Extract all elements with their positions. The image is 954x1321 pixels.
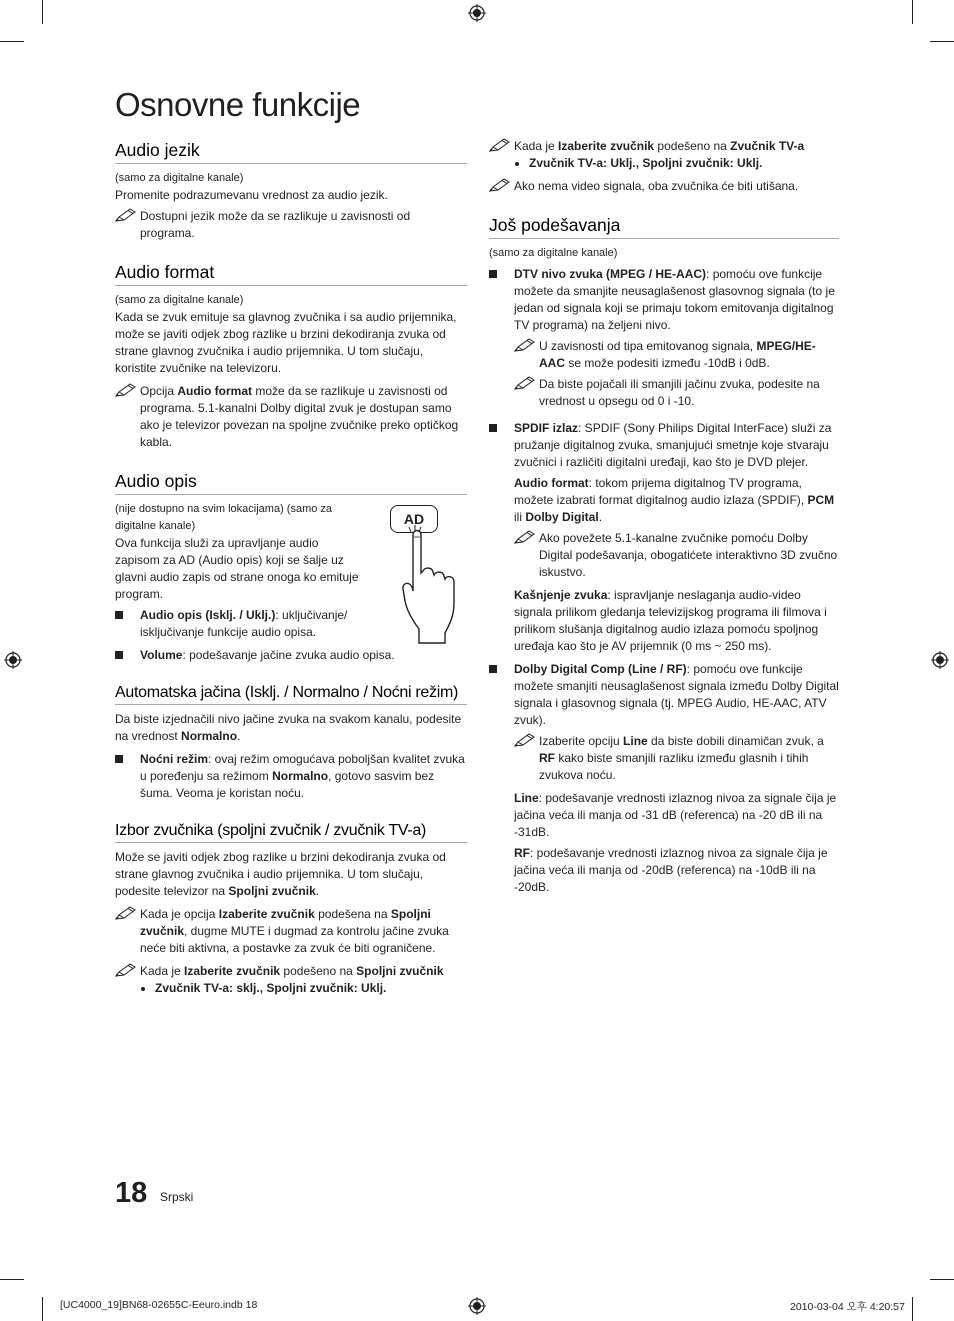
- list-item: Zvučnik TV-a: Uklj., Spoljni zvučnik: Uklj.: [514, 155, 839, 172]
- registration-mark-icon: [468, 4, 486, 22]
- scope-note: (nije dostupno na svim lokacijama) (samo za digitalne kanale): [115, 503, 333, 532]
- list-item: Zvučnik TV-a: sklj., Spoljni zvučnik: Uklj.: [140, 980, 467, 997]
- body-text: Može se javiti odjek zbog razlike u brzini dekodiranja zvuka od strane glavnog zvučnika i audio prijemnika. U tom slučaju, podesite televizor na Spoljni zvučnik.: [115, 850, 446, 898]
- sub-item: RF: podešavanje vrednosti izlaznog nivoa za signale čija je jačina veća ili manja od -20dB (referenca) na -10dB ili na -20dB.: [514, 846, 828, 894]
- note-item: U zavisnosti od tipa emitovanog signala, MPEG/HE-AAC se može podesiti između -10dB i 0dB.: [514, 338, 839, 372]
- section-heading-jos-podesavanja: Još podešavanja: [489, 215, 839, 239]
- list-item: Dolby Digital Comp (Line / RF): pomoću ove funkcije možete smanjiti neusaglašenost signala između Dolby Digital signala i glasovnog signala (tj. MPEG Audio, HE-AAC, ATV zvuk).: [489, 661, 839, 729]
- bullet-square-icon: [115, 651, 123, 659]
- list-item: SPDIF izlaz: SPDIF (Sony Philips Digital InterFace) služi za pružanje digitalnog zvuka, smanjujući smetnje koje stvaraju zvučnici i različiti digitalni uređaji, kao što je DVD plejer.: [489, 420, 839, 471]
- note-pencil-icon: [514, 338, 536, 353]
- section-heading-audio-jezik: Audio jezik: [115, 140, 467, 164]
- left-column: [115, 140, 467, 997]
- registration-mark-icon: [931, 651, 949, 669]
- bullet-square-icon: [115, 611, 123, 619]
- note-pencil-icon: [489, 138, 511, 153]
- crop-mark: [930, 41, 954, 42]
- scope-note: (samo za digitalne kanale): [115, 294, 244, 306]
- list-item: Audio opis (Isklj. / Uklj.): uključivanje/ isključivanje funkcije audio opisa.: [115, 607, 380, 641]
- page-language: Srpski: [160, 1190, 194, 1204]
- crop-mark: [42, 0, 43, 24]
- bullet-square-icon: [489, 424, 497, 432]
- note-item: [115, 208, 467, 242]
- list-item: Noćni režim: ovaj režim omogućava poboljšan kvalitet zvuka u poređenju sa režimom Normalno, gotovo sasvim bez šuma. Veoma je koristan noću.: [115, 751, 467, 802]
- crop-mark: [912, 1297, 913, 1321]
- note-pencil-icon: [514, 376, 536, 391]
- ad-remote-illustration: [387, 505, 467, 645]
- page-title: Osnovne funkcije: [115, 86, 361, 123]
- section-heading-audio-format: Audio format: [115, 262, 467, 286]
- note-item: Izaberite opciju Line da biste dobili dinamičan zvuk, a RF kako biste smanjili razliku između glasnih i tihih zvukova noću.: [514, 733, 839, 784]
- note-item: Opcija Audio format može da se razlikuje u zavisnosti od programa. 5.1-kanalni Dolby digital zvuk je dostupan samo ako je televizor povezan na spoljne zvučnike preko optičkog kabla.: [115, 383, 467, 451]
- bullet-square-icon: [115, 755, 123, 763]
- note-text: Dostupni jezik može da se razlikuje u zavisnosti od programa.: [140, 209, 411, 240]
- registration-mark-icon: [4, 651, 22, 669]
- right-column: [489, 138, 839, 896]
- note-item: Kada je Izaberite zvučnik podešeno na Zvučnik TV-a: [489, 138, 839, 155]
- crop-mark: [0, 1279, 24, 1280]
- scope-note: (samo za digitalne kanale): [489, 247, 618, 259]
- bullet-square-icon: [489, 665, 497, 673]
- footer-date: 2010-03-04 오후 4:20:57: [790, 1301, 905, 1313]
- sub-item: Audio format: tokom prijema digitalnog TV programa, možete izabrati format digitalnog audio izlaza (SPDIF), PCM ili Dolby Digital.: [514, 476, 835, 524]
- note-item: Kada je opcija Izaberite zvučnik podešena na Spoljni zvučnik, dugme MUTE i dugmad za kontrolu jačine zvuka neće biti aktivna, a postavke za zvuk će biti ograničene.: [115, 906, 467, 957]
- section-heading-automatska-jacina: Automatska jačina (Isklj. / Normalno / Noćni režim): [115, 684, 467, 705]
- crop-mark: [0, 41, 24, 42]
- crop-mark: [930, 1279, 954, 1280]
- note-pencil-icon: [115, 208, 137, 223]
- bullet-square-icon: [489, 270, 497, 278]
- registration-mark-icon: [468, 1297, 486, 1315]
- scope-note: (samo za digitalne kanale): [115, 172, 244, 184]
- body-text: Ova funkcija služi za upravljanje audio zapisom za AD (Audio opis) koji se šalje uz glavni audio zapis od strane onoga ko emituje program.: [115, 536, 359, 601]
- note-item: Ako nema video signala, oba zvučnika će biti utišana.: [489, 178, 839, 195]
- note-pencil-icon: [514, 530, 536, 545]
- list-item: Volume: podešavanje jačine zvuka audio opisa.: [115, 647, 467, 664]
- note-pencil-icon: [115, 963, 137, 978]
- note-pencil-icon: [514, 733, 536, 748]
- list-item: DTV nivo zvuka (MPEG / HE-AAC): pomoću ove funkcije možete da smanjite neusaglašenost glasovnog signala (to je jedan od signala koji se primaju tokom emitovanja digitalnog TV programa) na željeni nivo.: [489, 266, 839, 334]
- footer-file-info: [UC4000_19]BN68-02655C-Eeuro.indb 18: [60, 1299, 258, 1311]
- body-text: Kada se zvuk emituje sa glavnog zvučnika i sa audio prijemnika, može se javiti odjek zbog razlike u brzini dekodiranja zvuka od strane glavnog zvučnika i audio prijemnika. U tom slučaju, koristite zvučnike na televizoru.: [115, 310, 457, 375]
- crop-mark: [912, 0, 913, 24]
- note-item: Ako povežete 5.1-kanalne zvučnike pomoću Dolby Digital podešavanja, obogatićete interaktivno 3D zvučno iskustvo.: [514, 530, 839, 581]
- body-text: Promenite podrazumevanu vrednost za audio jezik.: [115, 188, 388, 202]
- sub-item: Line: podešavanje vrednosti izlaznog nivoa za signale čija je jačina veća ili manja od -31 dB (referenca) na -20 dB ili na -31dB.: [514, 791, 837, 839]
- note-item: Da biste pojačali ili smanjili jačinu zvuka, podesite na vrednost u opsegu od 0 i -10.: [514, 376, 839, 410]
- ad-button: AD: [390, 505, 438, 533]
- bullet-dot-icon: [141, 987, 145, 991]
- sub-item: Kašnjenje zvuka: ispravljanje neslaganja audio-video signala prilikom gledanja televizijskog programa ili filmova i prilikom slušanja digitalnog audio izlaza pomoću spoljnog uređaja kao što je AV prijemnik (0 ms ~ 250 ms).: [514, 588, 827, 653]
- note-pencil-icon: [489, 178, 511, 193]
- note-pencil-icon: [115, 906, 137, 921]
- note-item: Kada je Izaberite zvučnik podešeno na Spoljni zvučnik: [115, 963, 467, 980]
- bullet-dot-icon: [515, 162, 519, 166]
- body-text: Da biste izjednačili nivo jačine zvuka na svakom kanalu, podesite na vrednost Normalno.: [115, 712, 462, 743]
- section-heading-audio-opis: Audio opis: [115, 471, 467, 495]
- page-number: 18: [115, 1177, 148, 1209]
- crop-mark: [42, 1297, 43, 1321]
- note-pencil-icon: [115, 383, 137, 398]
- section-heading-izbor-zvucnika: Izbor zvučnika (spoljni zvučnik / zvučnik TV-a): [115, 822, 467, 843]
- pointing-hand-icon: [401, 525, 467, 645]
